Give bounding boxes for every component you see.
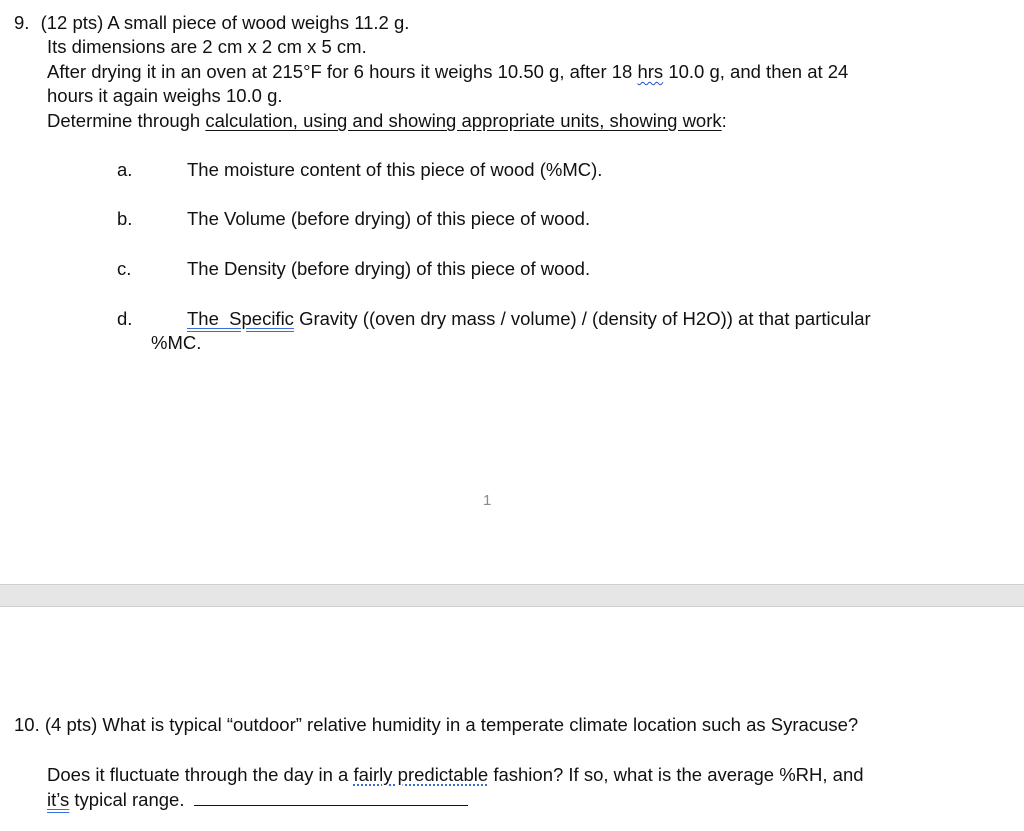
question-9-line-4: hours it again weighs 10.0 g. [47, 85, 283, 106]
item-c-text: The Density (before drying) of this piece of wood. [187, 258, 591, 279]
item-d-text-line-2: %MC. [151, 332, 202, 353]
item-d-letter: d. [117, 308, 133, 329]
question-10-line-3 [47, 787, 468, 812]
grammar-flag-fairly-predictable: fairly predictable [353, 764, 489, 785]
item-d-text [187, 307, 871, 331]
q10-line-2-start: Does it fluctuate through the day in a [47, 764, 354, 785]
line-3-start: After drying it in an oven at 215°F for 6 hours it weighs 10.50 g, after 18 [47, 61, 638, 82]
page-break [0, 584, 1024, 607]
instructions-start: Determine through [47, 110, 206, 131]
line-3-end: 10.0 g, and then at 24 [663, 61, 849, 82]
q10-line-3-end: typical range. [69, 789, 185, 810]
question-9-instructions [47, 109, 727, 133]
spelling-flag-hrs: hrs [637, 61, 664, 82]
grammar-flag-its: it’s [47, 789, 70, 810]
question-9-line-2: Its dimensions are 2 cm x 2 cm x 5 cm. [47, 36, 367, 57]
item-a-text: The moisture content of this piece of wood (%MC). [187, 159, 603, 180]
instructions-end: : [721, 110, 727, 131]
grammar-flag-the-specific: The Specific [187, 308, 294, 329]
item-d-rest: Gravity ((oven dry mass / volume) / (density of H2O)) at that particular [293, 308, 871, 329]
answer-blank[interactable] [194, 787, 468, 806]
question-number: 9. [14, 12, 30, 33]
question-10-line-1: 10. (4 pts) What is typical “outdoor” relative humidity in a temperate climate location such as Syracuse? [14, 714, 859, 735]
page-number: 1 [483, 492, 492, 509]
q10-line-2-end: fashion? If so, what is the average %RH, and [488, 764, 864, 785]
item-b-letter: b. [117, 208, 133, 229]
item-b-text: The Volume (before drying) of this piece of wood. [187, 208, 591, 229]
item-a-letter: a. [117, 159, 133, 180]
question-9-header [14, 11, 409, 35]
question-9-line-3 [47, 60, 848, 84]
question-10-line-2 [47, 763, 864, 787]
question-9-line-1: (12 pts) A small piece of wood weighs 11.2 g. [40, 12, 410, 33]
item-c-letter: c. [117, 258, 132, 279]
instructions-underlined: calculation, using and showing appropriate units, showing work [205, 110, 722, 131]
page-2 [0, 607, 1024, 831]
